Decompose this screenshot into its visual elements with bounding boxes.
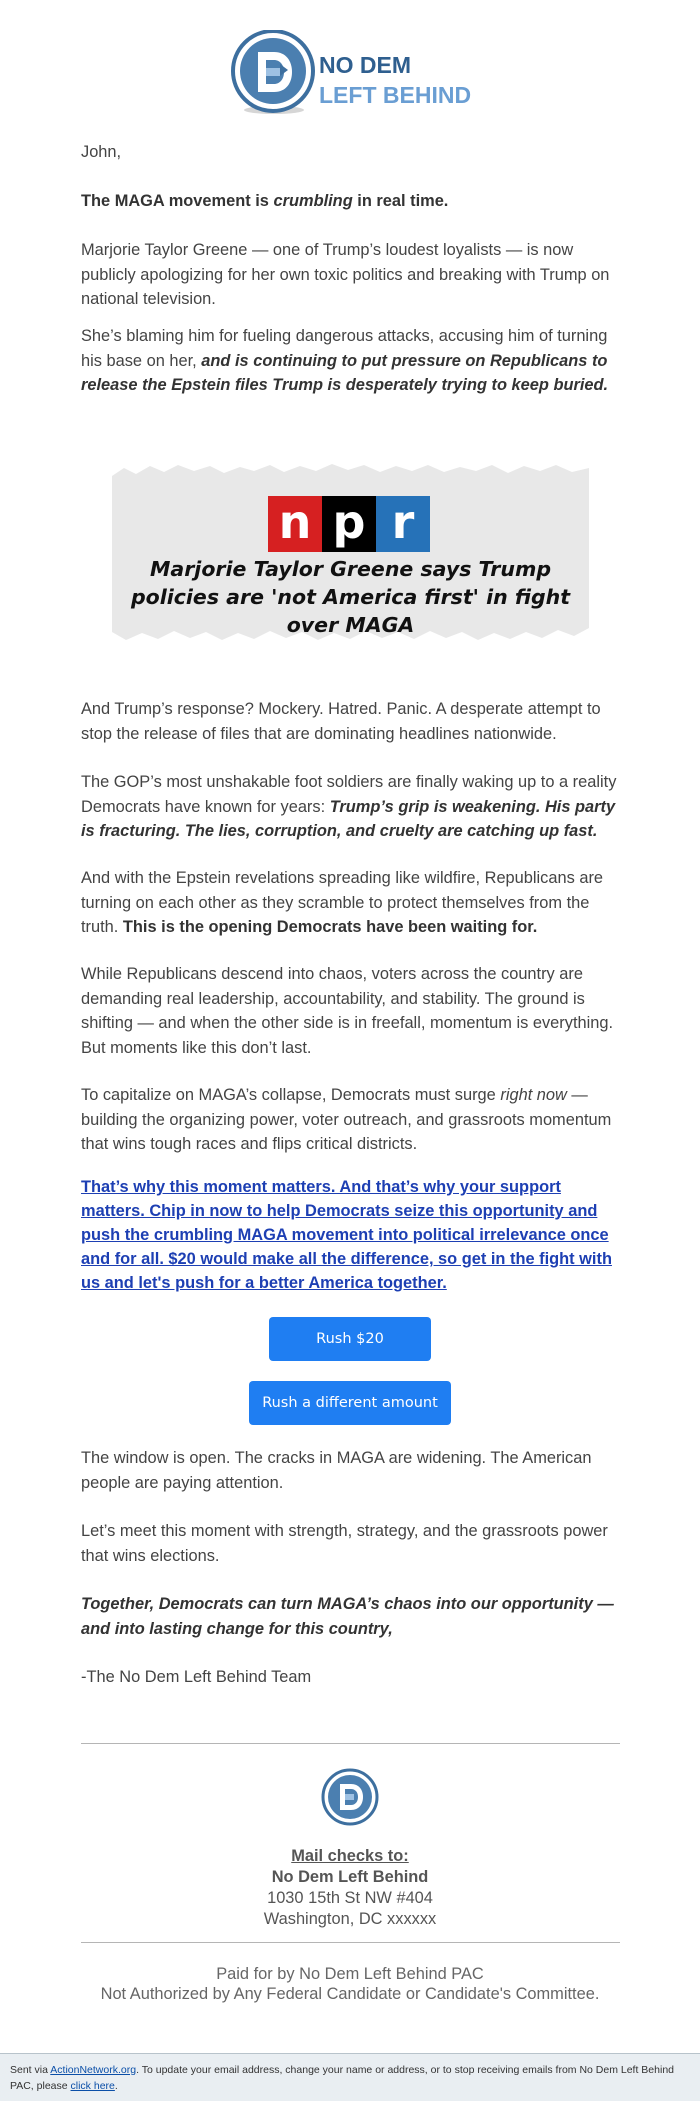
nodem-logo-icon — [230, 30, 316, 116]
npr-letter-p: p — [322, 496, 376, 552]
bar-mid: . To update your email address, change your name or address, or to stop receiving emails from No Dem Left Behind PAC, please — [10, 2064, 674, 2092]
click-here-link[interactable]: click here — [70, 2080, 115, 2092]
paragraph-5 — [81, 770, 626, 844]
p5-plain: The GOP’s most unshakable foot soldiers are finally waking up to a reality Democrats have known for years: — [81, 773, 617, 816]
logo-line1: NO DEM — [319, 52, 411, 78]
bar-post: . — [114, 2080, 118, 2092]
p3-bold-italic: and is continuing to put pressure on Republicans to release the Epstein files Trump is desperately trying to keep buried. — [81, 351, 609, 394]
p8-italic: right now — [500, 1086, 567, 1104]
greeting: John, — [81, 143, 122, 161]
p3-plain: She’s blaming him for fueling dangerous attacks, accusing him of turning his base on her, — [81, 327, 608, 370]
address-line-1: 1030 15th St NW #404 — [267, 1889, 433, 1907]
unsubscribe-bar — [0, 2053, 700, 2101]
rush-20-button[interactable]: Rush $20 — [269, 1317, 431, 1361]
p1-italic: crumbling — [273, 192, 353, 210]
p8-pre: To capitalize on MAGA’s collapse, Democrats must surge — [81, 1086, 501, 1104]
paragraph-2: Marjorie Taylor Greene — one of Trump’s loudest loyalists — is now publicly apologizing for her own toxic politics and breaking with Trump on national television. — [81, 241, 610, 308]
paragraph-6 — [81, 866, 626, 940]
paragraph-8 — [81, 1083, 626, 1157]
bar-pre: Sent via — [10, 2064, 51, 2076]
address-line-2: Washington, DC xxxxxx — [263, 1910, 437, 1928]
rush-different-amount-button[interactable]: Rush a different amount — [249, 1381, 451, 1425]
actionnetwork-link[interactable]: ActionNetwork.org — [50, 2064, 137, 2076]
paragraph-11: Together, Democrats can turn MAGA’s chaos into our opportunity — and into lasting change for this country, — [81, 1595, 614, 1638]
header-logo[interactable] — [0, 30, 700, 120]
paragraph-10: Let’s meet this moment with strength, strategy, and the grassroots power that wins elections. — [81, 1522, 608, 1565]
paragraph-9: The window is open. The cracks in MAGA are widening. The American people are paying attention. — [81, 1449, 592, 1492]
p1-post: in real time. — [352, 192, 449, 210]
not-authorized-disclaimer: Not Authorized by Any Federal Candidate or Candidate's Committee. — [100, 1985, 600, 2003]
paragraph-7: While Republicans descend into chaos, voters across the country are demanding real leadership, accountability, and stability. The ground is shifting — and when the other side is in freefall, momentum is everything. But moments like this don’t last. — [81, 965, 614, 1057]
p1-pre: The MAGA movement is — [81, 192, 274, 210]
footer-divider-bottom — [81, 1942, 620, 1943]
p6-bold: This is the opening Democrats have been waiting for. — [122, 918, 538, 936]
paragraph-1 — [81, 189, 626, 214]
donate-cta-link[interactable]: That’s why this moment matters. And that’s why your support matters. Chip in now to help Democrats seize this opportunity and push the crumbling MAGA movement into political irrelevance once and for all. $20 would make all the difference, so get in the fight with us and let's push for a better America together. — [81, 1178, 612, 1292]
footer-divider-top — [81, 1743, 620, 1744]
paragraph-3 — [81, 324, 626, 398]
npr-letter-n: n — [268, 496, 322, 552]
paragraph-4: And Trump’s response? Mockery. Hatred. Panic. A desperate attempt to stop the release of files that are dominating headlines nationwide. — [81, 700, 601, 743]
npr-headline: Marjorie Taylor Greene says Trump policies are 'not America first' in fight over MAGA — [130, 557, 571, 637]
logo-wordmark — [319, 50, 471, 110]
npr-letter-r: r — [376, 496, 430, 552]
p5-bold-italic: Trump’s grip is weakening. His party is fracturing. The lies, corruption, and cruelty are catching up fast. — [81, 797, 616, 840]
npr-logo — [268, 496, 431, 552]
footer-logo-icon — [321, 1768, 379, 1826]
p6-plain: And with the Epstein revelations spreading like wildfire, Republicans are turning on each other as they scramble to protect themselves from the truth. — [81, 869, 604, 936]
org-name: No Dem Left Behind — [271, 1868, 429, 1886]
mail-checks-heading: Mail checks to: — [291, 1847, 409, 1865]
paid-for-disclaimer: Paid for by No Dem Left Behind PAC — [216, 1965, 484, 1983]
logo-line2: LEFT BEHIND — [319, 82, 472, 108]
p8-post: — building the organizing power, voter outreach, and grassroots momentum that wins tough races and flips critical districts. — [81, 1086, 612, 1153]
signoff: -The No Dem Left Behind Team — [81, 1668, 312, 1686]
